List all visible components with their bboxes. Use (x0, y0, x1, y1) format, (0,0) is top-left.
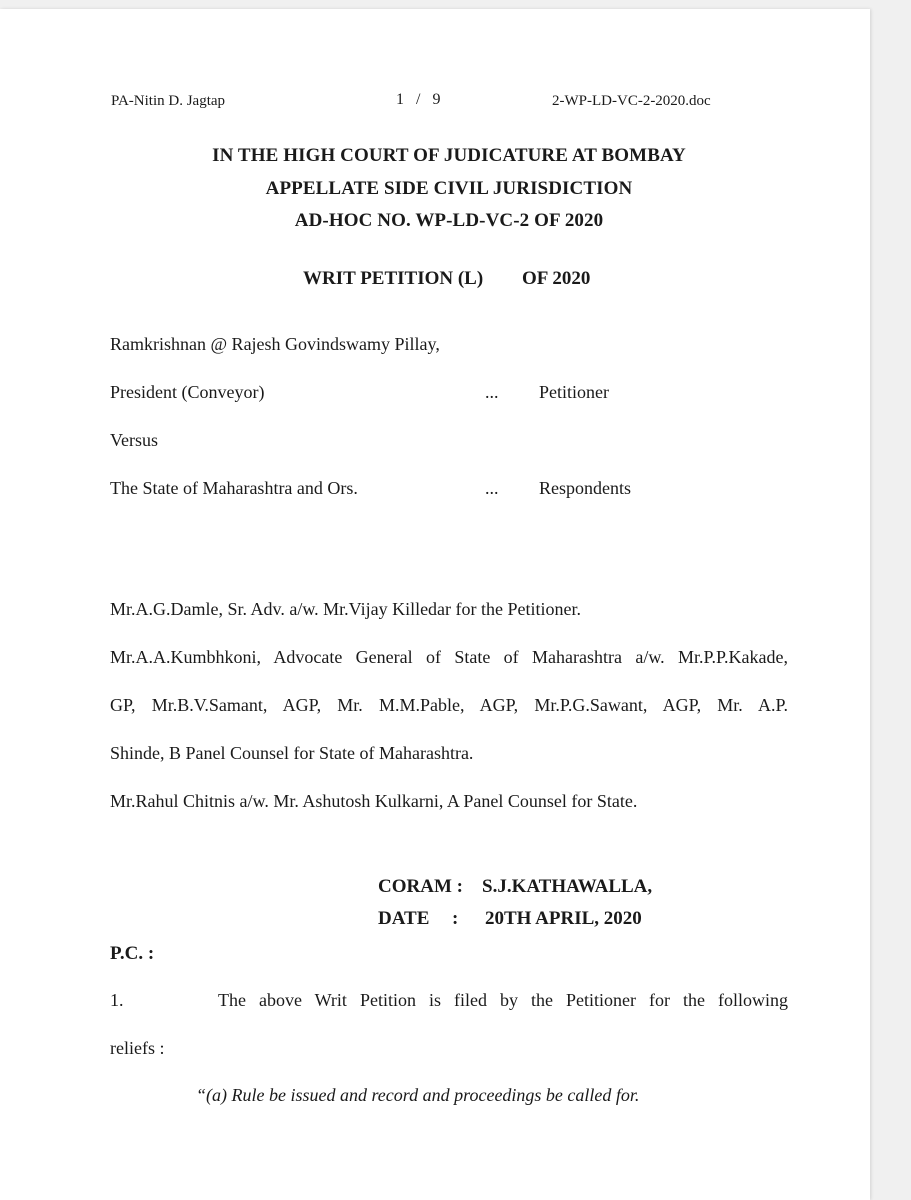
counsel-petitioner: Mr.A.G.Damle, Sr. Adv. a/w. Mr.Vijay Killedar for the Petitioner. (110, 599, 582, 619)
paragraph-line1: The above Writ Petition is filed by the Petitioner for the following (218, 990, 788, 1010)
coram-label: CORAM : (378, 876, 463, 897)
page-indicator (396, 91, 440, 109)
respondent-role: Respondents (539, 478, 631, 498)
petitioner-name: Ramkrishnan @ Rajesh Govindswamy Pillay, (110, 334, 440, 354)
document-page (0, 9, 870, 1200)
jurisdiction-title: APPELLATE SIDE CIVIL JURISDICTION (265, 178, 633, 199)
relief-a: “(a) Rule be issued and record and proceedings be called for. (196, 1085, 640, 1105)
page-separator: / (416, 91, 421, 108)
counsel-state-panel: Mr.Rahul Chitnis a/w. Mr. Ashutosh Kulkarni, A Panel Counsel for State. (110, 791, 638, 811)
page-total: 9 (432, 91, 441, 108)
counsel-state-line2: GP, Mr.B.V.Samant, AGP, Mr. M.M.Pable, AGP, Mr.P.G.Sawant, AGP, Mr. A.P. (110, 695, 788, 715)
header-author: PA-Nitin D. Jagtap (111, 93, 226, 109)
paragraph-number: 1. (110, 990, 124, 1010)
coram-judge: S.J.KATHAWALLA, (482, 876, 653, 897)
pc-heading: P.C. : (110, 943, 155, 964)
versus-label: Versus (110, 430, 158, 450)
writ-petition-year: OF 2020 (522, 268, 591, 289)
date-label: DATE (378, 908, 430, 929)
respondent-name: The State of Maharashtra and Ors. (110, 478, 358, 498)
respondent-dots: ... (485, 478, 499, 498)
writ-petition-label: WRIT PETITION (L) (303, 268, 484, 289)
counsel-state-line3: Shinde, B Panel Counsel for State of Maharashtra. (110, 743, 474, 763)
paragraph-line2: reliefs : (110, 1038, 165, 1058)
petitioner-role: Petitioner (539, 382, 609, 402)
header-filename: 2-WP-LD-VC-2-2020.doc (552, 93, 711, 109)
page-current: 1 (396, 91, 404, 108)
petitioner-description: President (Conveyor) (110, 382, 265, 402)
case-number-title: AD-HOC NO. WP-LD-VC-2 OF 2020 (294, 210, 604, 231)
counsel-state-line1: Mr.A.A.Kumbhkoni, Advocate General of State of Maharashtra a/w. Mr.P.P.Kakade, (110, 647, 788, 667)
court-title: IN THE HIGH COURT OF JUDICATURE AT BOMBAY (212, 145, 686, 166)
date-value: 20TH APRIL, 2020 (485, 908, 642, 929)
date-colon: : (452, 908, 459, 929)
petitioner-dots: ... (485, 382, 499, 402)
